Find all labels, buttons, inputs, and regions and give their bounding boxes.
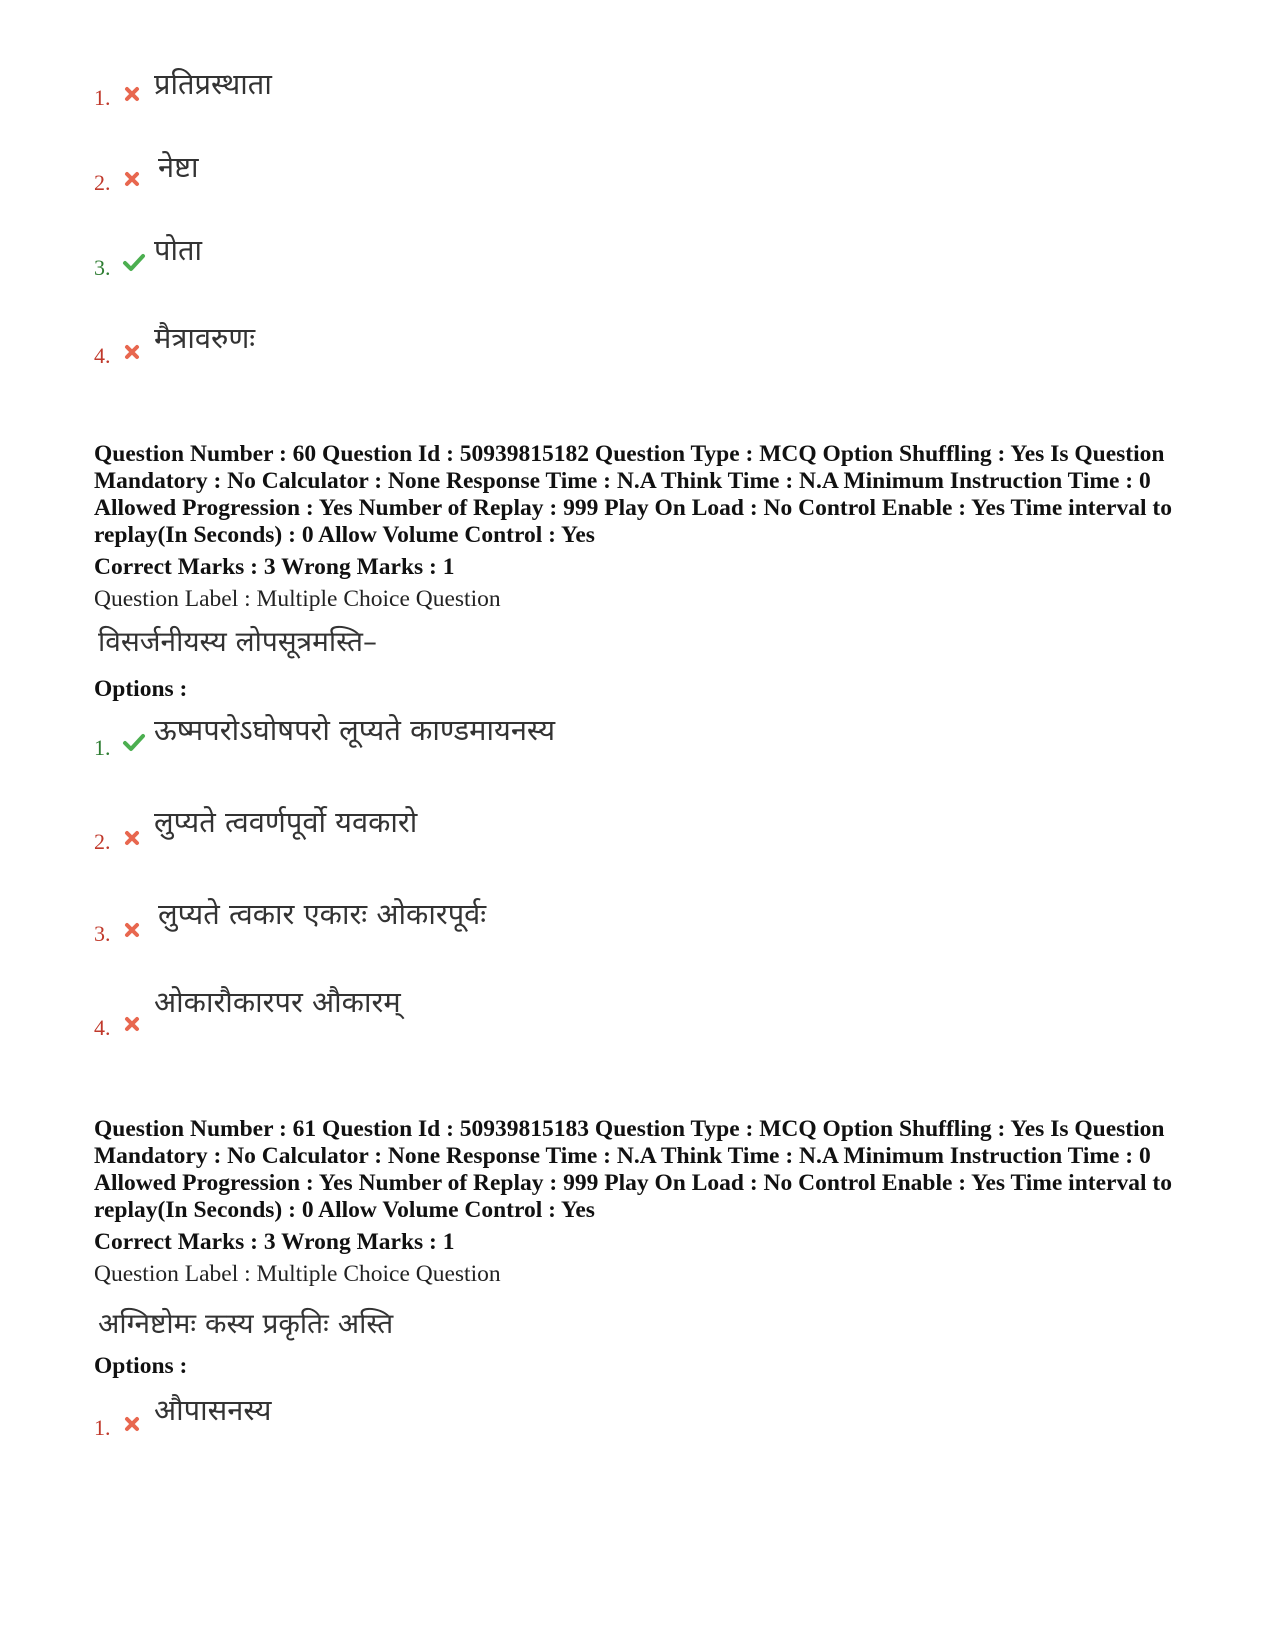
option-text: पोता <box>154 233 203 267</box>
check-icon <box>122 732 146 752</box>
cross-icon <box>122 1014 142 1034</box>
prev-option-4 <box>94 321 994 388</box>
check-icon <box>122 252 146 272</box>
option-text: नेष्टा <box>158 150 199 184</box>
option-number: 1. <box>94 735 111 760</box>
option-number: 1. <box>94 85 111 110</box>
option-text: लुप्यते त्वकार एकारः ओकारपूर्वः <box>158 897 487 931</box>
option-number: 2. <box>94 829 111 854</box>
option-number: 3. <box>94 921 111 946</box>
prev-option-3 <box>94 233 994 300</box>
option-text: लुप्यते त्ववर्णपूर्वो यवकारो <box>154 805 418 839</box>
prev-option-2 <box>94 150 994 215</box>
question-60-meta: Question Number : 60 Question Id : 50939815182 Question Type : MCQ Option Shuffling : Yes Is Question Mandatory : No Calculator : None Response Time : N.A Think Time : N.A Minimum Instruction Time : 0 Allowed Progression : Yes Number of Replay : 999 Play On Load : No Control Enable : Yes Time interval to replay(In Seconds) : 0 Allow Volume Control : Yes <box>94 441 1172 548</box>
q60-option-1 <box>94 713 994 782</box>
option-number: 2. <box>94 170 111 195</box>
q60-option-4 <box>94 985 994 1060</box>
question-60-marks: Correct Marks : 3 Wrong Marks : 1 <box>94 554 455 580</box>
option-number: 1. <box>94 1415 111 1440</box>
cross-icon <box>122 342 142 362</box>
option-text: ओकारौकारपर औकारम् <box>154 985 401 1019</box>
question-61-meta: Question Number : 61 Question Id : 50939815183 Question Type : MCQ Option Shuffling : Yes Is Question Mandatory : No Calculator : None Response Time : N.A Think Time : N.A Minimum Instruction Time : 0 Allowed Progression : Yes Number of Replay : 999 Play On Load : No Control Enable : Yes Time interval to replay(In Seconds) : 0 Allow Volume Control : Yes <box>94 1116 1172 1223</box>
cross-icon <box>122 920 142 940</box>
question-61-options-heading: Options : <box>94 1353 188 1379</box>
option-number: 4. <box>94 1015 111 1040</box>
option-text: प्रतिप्रस्थाता <box>154 67 272 101</box>
option-text: औपासनस्य <box>154 1393 272 1427</box>
question-60-text: विसर्जनीयस्य लोपसूत्रमस्ति– <box>98 625 377 658</box>
cross-icon <box>122 828 142 848</box>
question-61-marks: Correct Marks : 3 Wrong Marks : 1 <box>94 1229 455 1255</box>
prev-option-1 <box>94 67 994 130</box>
cross-icon <box>122 84 142 104</box>
cross-icon <box>122 1414 142 1434</box>
q60-option-3 <box>94 897 994 966</box>
option-text: मैत्रावरुणः <box>154 321 256 355</box>
question-61-label: Question Label : Multiple Choice Question <box>94 1261 501 1287</box>
question-61-text: अग्निष्टोमः कस्य प्रकृतिः अस्ति <box>98 1307 394 1340</box>
q60-option-2 <box>94 805 994 876</box>
option-number: 4. <box>94 343 111 368</box>
option-text: ऊष्मपरोऽघोषपरो लूप्यते काण्डमायनस्य <box>154 713 556 747</box>
cross-icon <box>122 169 142 189</box>
question-60-options-heading: Options : <box>94 676 188 702</box>
option-number: 3. <box>94 255 111 280</box>
q61-option-1 <box>94 1393 994 1460</box>
question-60-label: Question Label : Multiple Choice Question <box>94 586 501 612</box>
